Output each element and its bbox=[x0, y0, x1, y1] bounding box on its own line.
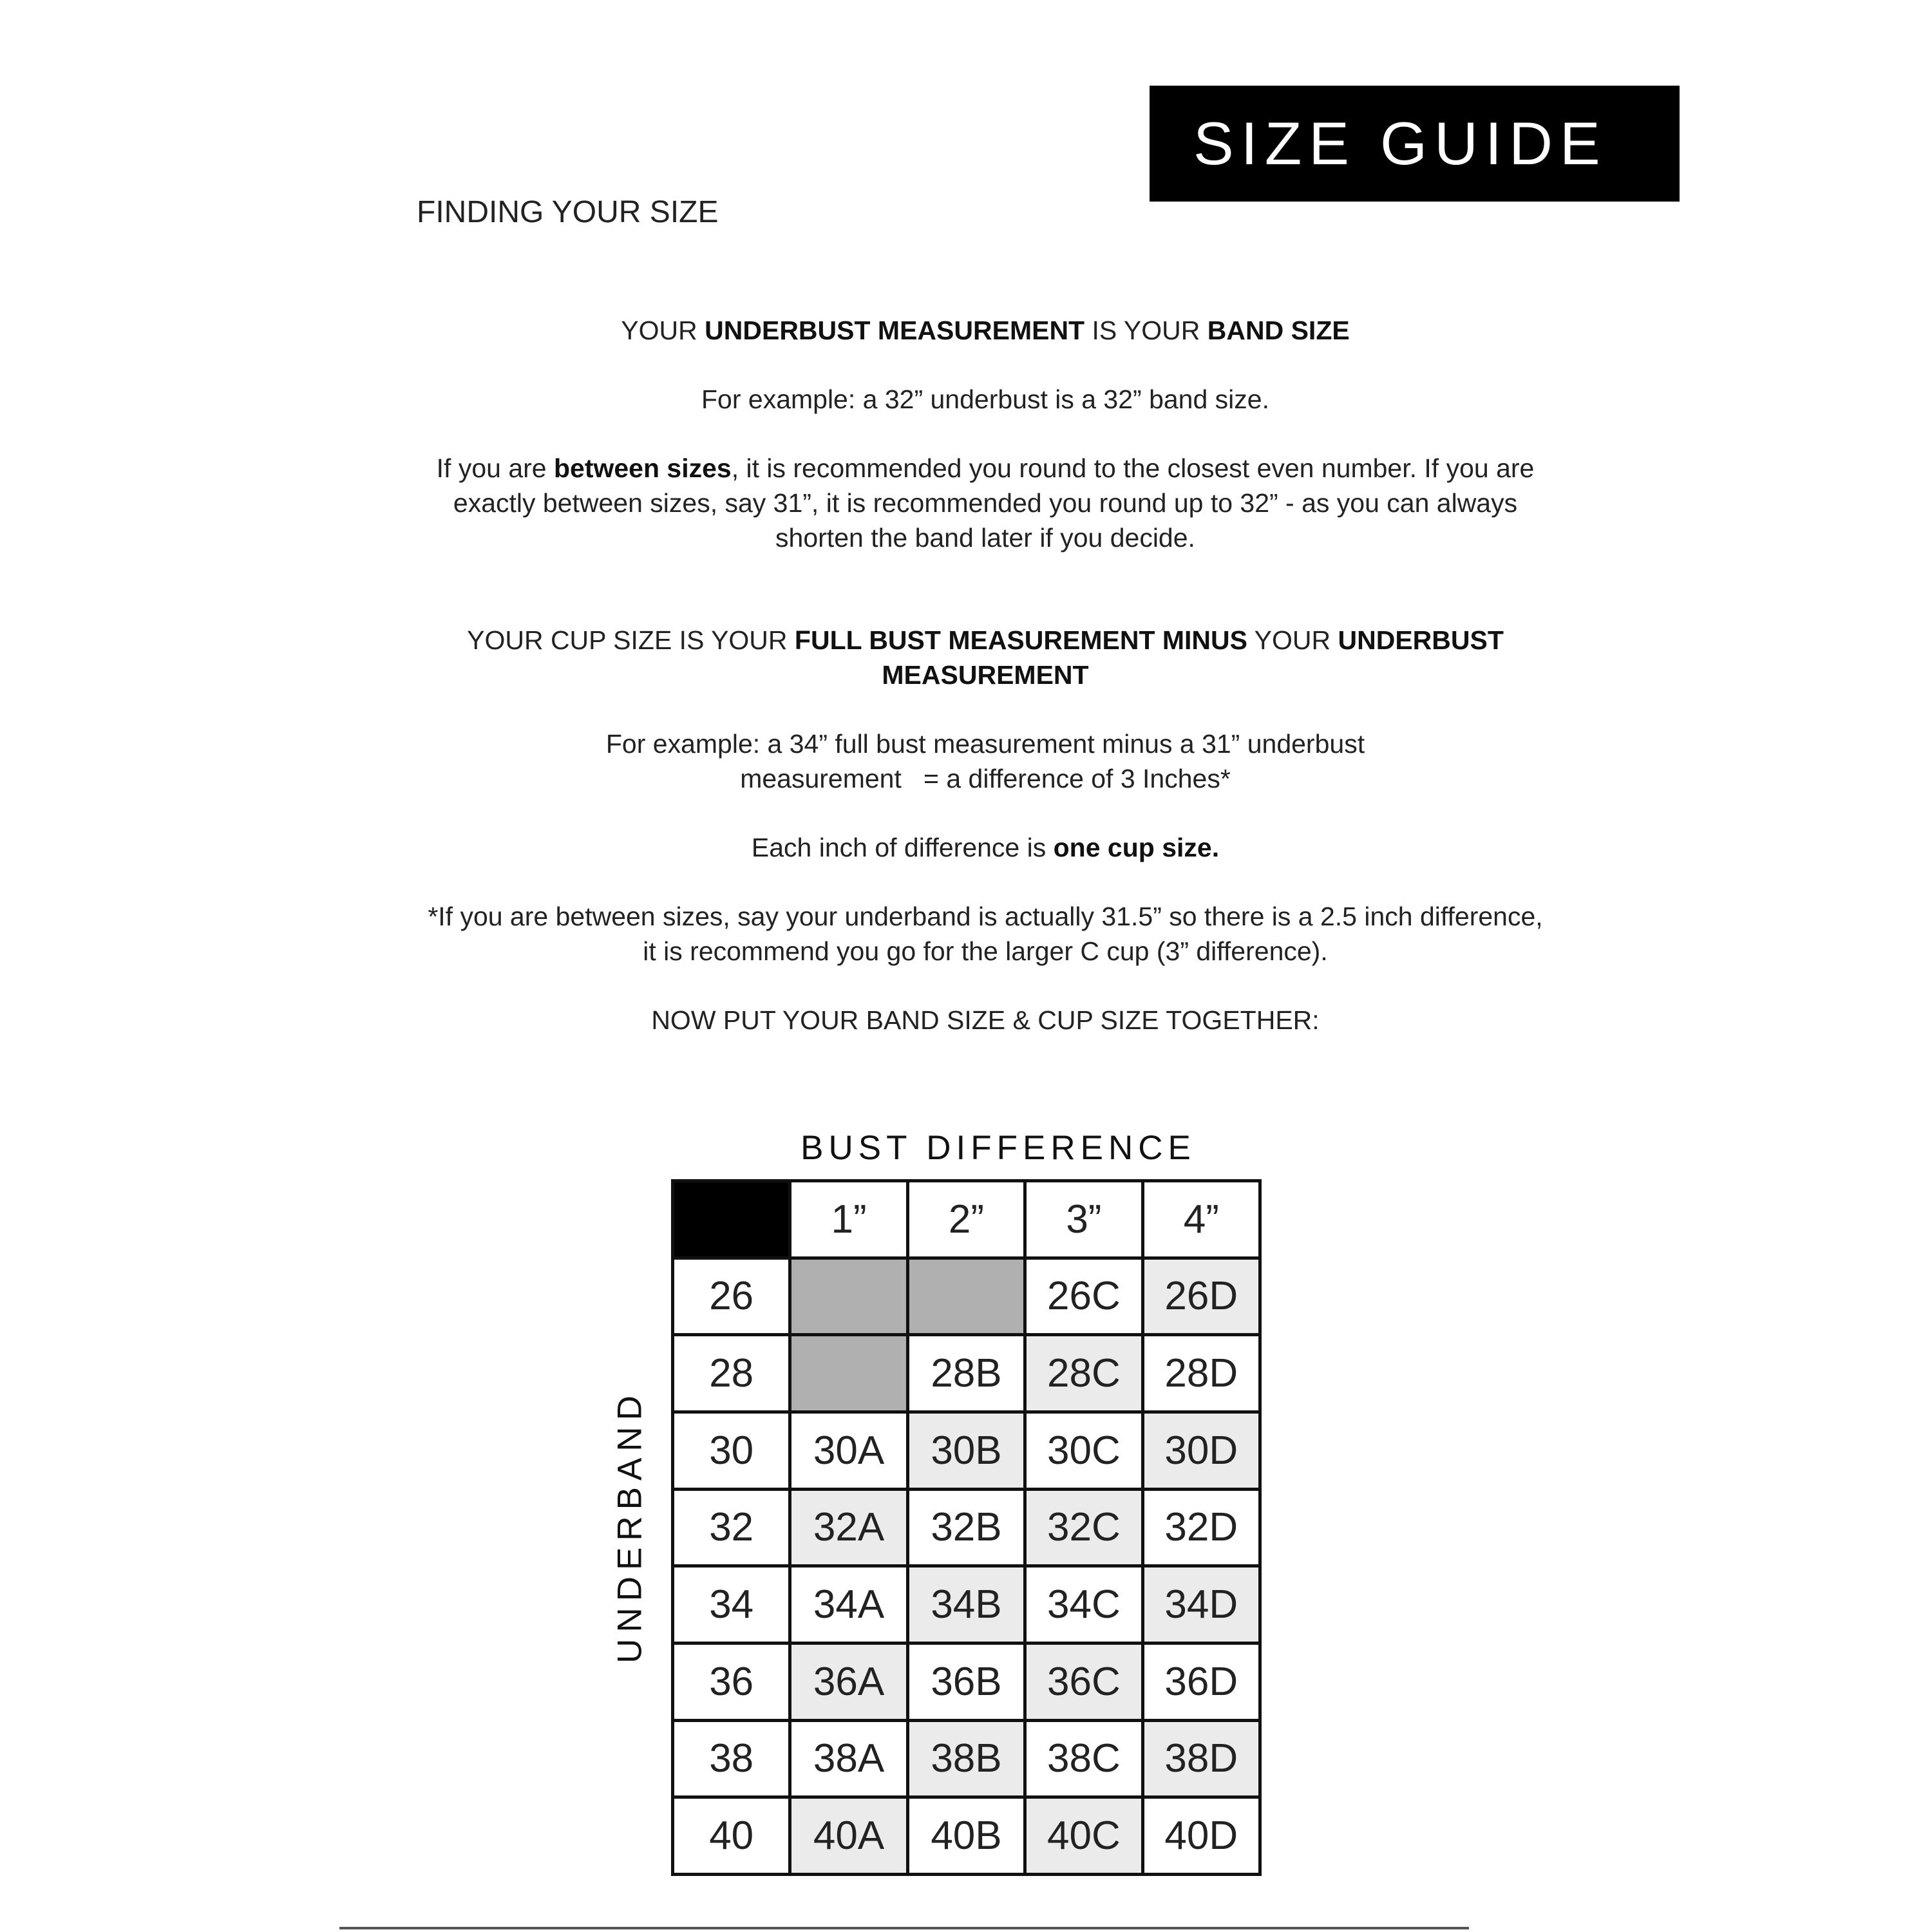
size-cell: 28D bbox=[1144, 1336, 1262, 1414]
size-cell: 38B bbox=[909, 1722, 1027, 1799]
size-cell: 34A bbox=[791, 1567, 909, 1645]
y-axis-label: UNDERBAND bbox=[611, 1389, 649, 1663]
unavailable-cell bbox=[791, 1336, 909, 1414]
unavailable-cell bbox=[909, 1260, 1027, 1337]
size-cell: 38D bbox=[1144, 1722, 1262, 1799]
size-cell: 30D bbox=[1144, 1414, 1262, 1491]
page-title: SIZE GUIDE bbox=[1193, 109, 1607, 177]
band-rule-bold-2: BAND SIZE bbox=[1207, 316, 1350, 345]
unavailable-cell bbox=[791, 1260, 909, 1337]
table-corner-cell bbox=[674, 1182, 791, 1260]
each-inch-text: Each inch of difference is bbox=[751, 833, 1054, 862]
size-cell: 28B bbox=[909, 1336, 1027, 1414]
band-rule-text-2: IS YOUR bbox=[1084, 316, 1208, 345]
size-table bbox=[671, 1179, 1262, 1876]
row-header: 32 bbox=[674, 1491, 791, 1568]
row-header: 40 bbox=[674, 1799, 791, 1876]
row-header: 38 bbox=[674, 1722, 791, 1799]
cup-rule-line-1 bbox=[386, 623, 1584, 658]
size-cell: 40D bbox=[1144, 1799, 1262, 1876]
size-cell: 32C bbox=[1027, 1491, 1144, 1568]
band-between-line-3: shorten the band later if you decide. bbox=[775, 523, 1195, 553]
chart-title: BUST DIFFERENCE bbox=[800, 1129, 1196, 1167]
each-inch-bold: one cup size. bbox=[1053, 833, 1220, 862]
cup-example-line-2: measurement = a difference of 3 Inches* bbox=[740, 764, 1231, 793]
between-sizes-footnote bbox=[386, 899, 1584, 969]
size-cell: 34C bbox=[1027, 1567, 1144, 1645]
size-cell: 36D bbox=[1144, 1645, 1262, 1722]
cup-rule-bold-1: FULL BUST MEASUREMENT MINUS bbox=[794, 625, 1247, 655]
title-banner bbox=[1150, 86, 1680, 202]
row-header: 36 bbox=[674, 1645, 791, 1722]
band-rule bbox=[386, 313, 1584, 348]
size-cell: 32B bbox=[909, 1491, 1027, 1568]
size-cell: 30B bbox=[909, 1414, 1027, 1491]
column-header: 2” bbox=[909, 1182, 1027, 1260]
band-between-sizes bbox=[386, 451, 1584, 555]
band-example: For example: a 32” underbust is a 32” band size. bbox=[701, 384, 1269, 414]
band-between-line-1 bbox=[386, 451, 1584, 486]
cup-rule-text-2: YOUR bbox=[1247, 625, 1338, 655]
size-cell: 38A bbox=[791, 1722, 909, 1799]
size-cell: 34B bbox=[909, 1567, 1027, 1645]
size-cell: 40C bbox=[1027, 1799, 1144, 1876]
cup-rule-bold-3: MEASUREMENT bbox=[882, 660, 1089, 690]
size-cell: 36C bbox=[1027, 1645, 1144, 1722]
band-between-text-2: , it is recommended you round to the closest even number. If you are bbox=[731, 453, 1535, 483]
band-rule-text-1: YOUR bbox=[621, 316, 705, 345]
band-between-bold: between sizes bbox=[553, 453, 732, 483]
cup-rule-line-2 bbox=[386, 658, 1584, 692]
column-header: 4” bbox=[1144, 1182, 1262, 1260]
size-cell: 26C bbox=[1027, 1260, 1144, 1337]
combine-instruction: NOW PUT YOUR BAND SIZE & CUP SIZE TOGETHER: bbox=[651, 1005, 1320, 1035]
size-cell: 40B bbox=[909, 1799, 1027, 1876]
cup-rule-text-1: YOUR CUP SIZE IS YOUR bbox=[467, 625, 795, 655]
column-header: 3” bbox=[1027, 1182, 1144, 1260]
row-header: 34 bbox=[674, 1567, 791, 1645]
size-cell: 36B bbox=[909, 1645, 1027, 1722]
size-cell: 26D bbox=[1144, 1260, 1262, 1337]
size-cell: 38C bbox=[1027, 1722, 1144, 1799]
footnote-line-2: it is recommend you go for the larger C cup (3” difference). bbox=[643, 936, 1328, 966]
band-between-line-2: exactly between sizes, say 31”, it is recommended you round up to 32” - as you can always bbox=[453, 488, 1518, 518]
cup-example-line-1: For example: a 34” full bust measurement minus a 31” underbust bbox=[605, 729, 1365, 759]
footer-divider bbox=[339, 1927, 1469, 1929]
size-cell: 32D bbox=[1144, 1491, 1262, 1568]
row-header: 30 bbox=[674, 1414, 791, 1491]
band-rule-bold-1: UNDERBUST MEASUREMENT bbox=[705, 316, 1085, 345]
cup-rule bbox=[386, 623, 1584, 692]
size-cell: 30C bbox=[1027, 1414, 1144, 1491]
footnote-line-1: *If you are between sizes, say your underband is actually 31.5” so there is a 2.5 inch difference, bbox=[428, 902, 1543, 931]
size-cell: 40A bbox=[791, 1799, 909, 1876]
row-header: 28 bbox=[674, 1336, 791, 1414]
size-cell: 28C bbox=[1027, 1336, 1144, 1414]
cup-example bbox=[386, 726, 1584, 796]
size-cell: 36A bbox=[791, 1645, 909, 1722]
row-header: 26 bbox=[674, 1260, 791, 1337]
column-header: 1” bbox=[791, 1182, 909, 1260]
size-cell: 34D bbox=[1144, 1567, 1262, 1645]
cup-rule-bold-2: UNDERBUST bbox=[1338, 625, 1504, 655]
band-between-text-1: If you are bbox=[436, 453, 554, 483]
section-heading: FINDING YOUR SIZE bbox=[417, 195, 719, 229]
each-inch-note bbox=[386, 830, 1584, 865]
size-cell: 32A bbox=[791, 1491, 909, 1568]
size-cell: 30A bbox=[791, 1414, 909, 1491]
